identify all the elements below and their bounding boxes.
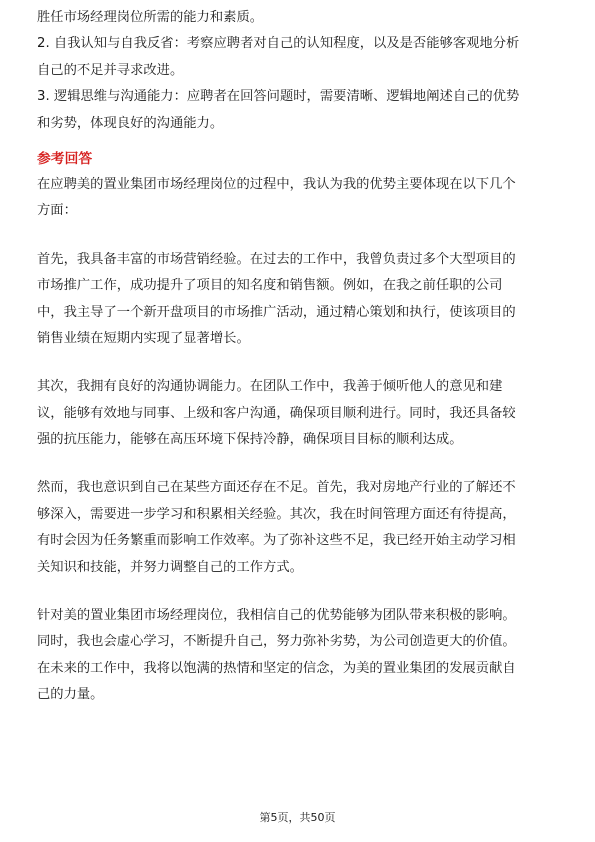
paragraph-line: 市场推广工作，成功提升了项目的知名度和销售额。例如，在我之前任职的公司 [37, 278, 503, 294]
paragraph-line: 销售业绩在短期内实现了显著增长。 [37, 330, 250, 346]
paragraph-spacer [37, 581, 555, 603]
paragraph-line: 强的抗压能力，能够在高压环境下保持冷静，确保项目目标的顺利达成。 [37, 432, 463, 448]
paragraph-line: 同时，我也会虚心学习，不断提升自己，努力弥补劣势，为公司创造更大的价值。 [37, 634, 516, 650]
paragraph-line: 在未来的工作中，我将以饱满的热情和坚定的信念，为美的置业集团的发展贡献自 [37, 660, 516, 676]
paragraph-line: 有时会因为任务繁重而影响工作效率。为了弥补这些不足，我已经开始主动学习相 [37, 533, 516, 549]
paragraph-line: 在应聘美的置业集团市场经理岗位的过程中，我认为我的优势主要体现在以下几个 [37, 176, 516, 192]
paragraph-line: 议，能够有效地与同事、上级和客户沟通，确保项目顺利进行。同时，我还具备较 [37, 405, 516, 421]
paragraph-line: 其次，我拥有良好的沟通协调能力。在团队工作中，我善于倾听他人的意见和建 [37, 379, 503, 395]
answer-paragraph-first [37, 247, 555, 353]
answer-paragraph-weakness [37, 475, 555, 581]
answer-paragraph-second [37, 374, 555, 453]
answer-paragraph-intro [37, 172, 555, 225]
answer-section [37, 172, 555, 709]
answer-heading: 参考回答 [37, 150, 93, 167]
paragraph-line: 中，我主导了一个新开盘项目的市场推广活动，通过精心策划和执行，使该项目的 [37, 304, 516, 320]
criteria-line: 2. 自我认知与自我反省：考察应聘者对自己的认知程度，以及是否能够客观地分析 [37, 36, 520, 52]
criteria-line: 3. 逻辑思维与沟通能力：应聘者在回答问题时，需要清晰、逻辑地阐述自己的优势 [37, 89, 520, 105]
answer-paragraph-conclusion [37, 603, 555, 709]
paragraph-spacer [37, 352, 555, 374]
paragraph-line: 够深入，需要进一步学习和积累相关经验。其次，我在时间管理方面还有待提高， [37, 506, 516, 522]
criteria-1-continuation: 胜任市场经理岗位所需的能力和素质。 [37, 10, 264, 25]
criteria-section [37, 5, 555, 137]
criteria-item-3 [37, 84, 555, 137]
paragraph-line: 然而，我也意识到自己在某些方面还存在不足。首先，我对房地产行业的了解还不 [37, 480, 516, 496]
paragraph-line: 首先，我具备丰富的市场营销经验。在过去的工作中，我曾负责过多个大型项目的 [37, 251, 516, 267]
paragraph-line: 方面： [37, 203, 77, 219]
criteria-item-2 [37, 31, 555, 84]
criteria-line: 和劣势，体现良好的沟通能力。 [37, 115, 224, 131]
paragraph-line: 针对美的置业集团市场经理岗位，我相信自己的优势能够为团队带来积极的影响。 [37, 608, 516, 624]
paragraph-line: 己的力量。 [37, 687, 104, 703]
page-number: 第5页，共50页 [259, 811, 336, 824]
paragraph-spacer [37, 453, 555, 475]
criteria-line: 自己的不足并寻求改进。 [37, 62, 184, 78]
paragraph-line: 关知识和技能，并努力调整自己的工作方式。 [37, 559, 303, 575]
paragraph-spacer [37, 225, 555, 247]
